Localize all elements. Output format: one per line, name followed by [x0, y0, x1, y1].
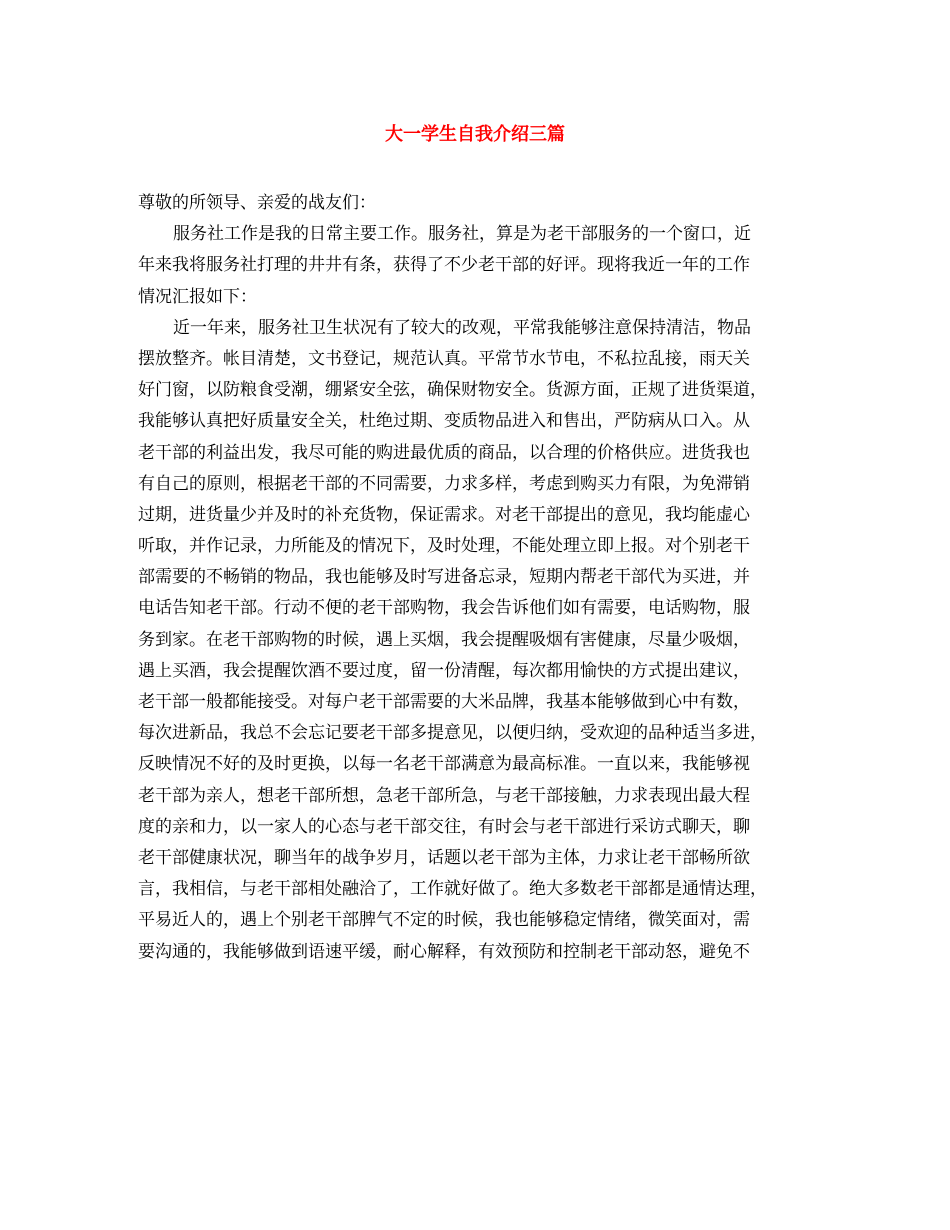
paragraph-line: 反映情况不好的及时更换，以每一名老干部满意为最高标准。一直以来，我能够视: [138, 754, 750, 775]
paragraph-line: 过期，进货量少并及时的补充货物，保证需求。对老干部提出的意见，我均能虚心: [138, 504, 750, 525]
paragraph-line: 老干部健康状况，聊当年的战争岁月，话题以老干部为主体，力求让老干部畅所欲: [138, 847, 750, 868]
paragraph-line: 老干部一般都能接受。对每户老干部需要的大米品牌，我基本能够做到心中有数，: [138, 692, 750, 712]
paragraph-line: 听取，并作记录，力所能及的情况下，及时处理，不能处理立即上报。对个别老干: [138, 536, 750, 557]
document-title: 大一学生自我介绍三篇: [385, 124, 565, 145]
paragraph-line: 好门窗，以防粮食受潮，绷紧安全弦，确保财物安全。货源方面，正规了进货渠道，: [138, 380, 767, 401]
paragraph-line: 有自己的原则，根据老干部的不同需要，力求多样，考虑到购买力有限，为免滞销: [138, 473, 750, 494]
paragraph-line: 老干部为亲人，想老干部所想，急老干部所急，与老干部接触，力求表现出最大程: [138, 785, 750, 806]
paragraph-line: 务到家。在老干部购物的时候，遇上买烟，我会提醒吸烟有害健康，尽量少吸烟，: [138, 629, 750, 650]
paragraph-line: 情况汇报如下：: [138, 286, 257, 307]
paragraph-line: 服务社工作是我的日常主要工作。服务社，算是为老干部服务的一个窗口，近: [173, 224, 751, 245]
paragraph-line: 电话告知老干部。行动不便的老干部购物，我会告诉他们如有需要，电话购物，服: [138, 598, 750, 619]
paragraph-line: 要沟通的，我能够做到语速平缓，耐心解释，有效预防和控制老干部动怒，避免不: [138, 941, 750, 962]
paragraph-line: 平易近人的，遇上个别老干部脾气不定的时候，我也能够稳定情绪，微笑面对，需: [138, 910, 750, 931]
greeting-line: 尊敬的所领导、亲爱的战友们：: [138, 193, 376, 213]
paragraph-line: 我能够认真把好质量安全关，杜绝过期、变质物品进入和售出，严防病从口入。从: [138, 411, 750, 432]
paragraph-line: 近一年来，服务社卫生状况有了较大的改观，平常我能够注意保持清洁，物品: [173, 317, 751, 338]
paragraph-line: 部需要的不畅销的物品，我也能够及时写进备忘录，短期内帮老干部代为买进，并: [138, 567, 750, 588]
document-body: [138, 188, 828, 968]
paragraph-line: 每次进新品，我总不会忘记要老干部多提意见，以便归纳，受欢迎的品种适当多进，: [138, 723, 767, 744]
paragraph-line: 年来我将服务社打理的井井有条，获得了不少老干部的好评。现将我近一年的工作: [138, 255, 750, 276]
paragraph-line: 度的亲和力，以一家人的心态与老干部交往，有时会与老干部进行采访式聊天，聊: [138, 816, 750, 837]
paragraph-line: 摆放整齐。帐目清楚，文书登记，规范认真。平常节水节电，不私拉乱接，雨天关: [138, 348, 750, 369]
paragraph-2: [138, 313, 828, 968]
paragraph-line: 遇上买酒，我会提醒饮酒不要过度，留一份清醒，每次都用愉快的方式提出建议，: [138, 660, 750, 681]
paragraph-line: 言，我相信，与老干部相处融洽了，工作就好做了。绝大多数老干部都是通情达理，: [138, 879, 767, 900]
paragraph-1: [138, 219, 828, 313]
paragraph-line: 老干部的利益出发，我尽可能的购进最优质的商品，以合理的价格供应。进货我也: [138, 442, 750, 463]
